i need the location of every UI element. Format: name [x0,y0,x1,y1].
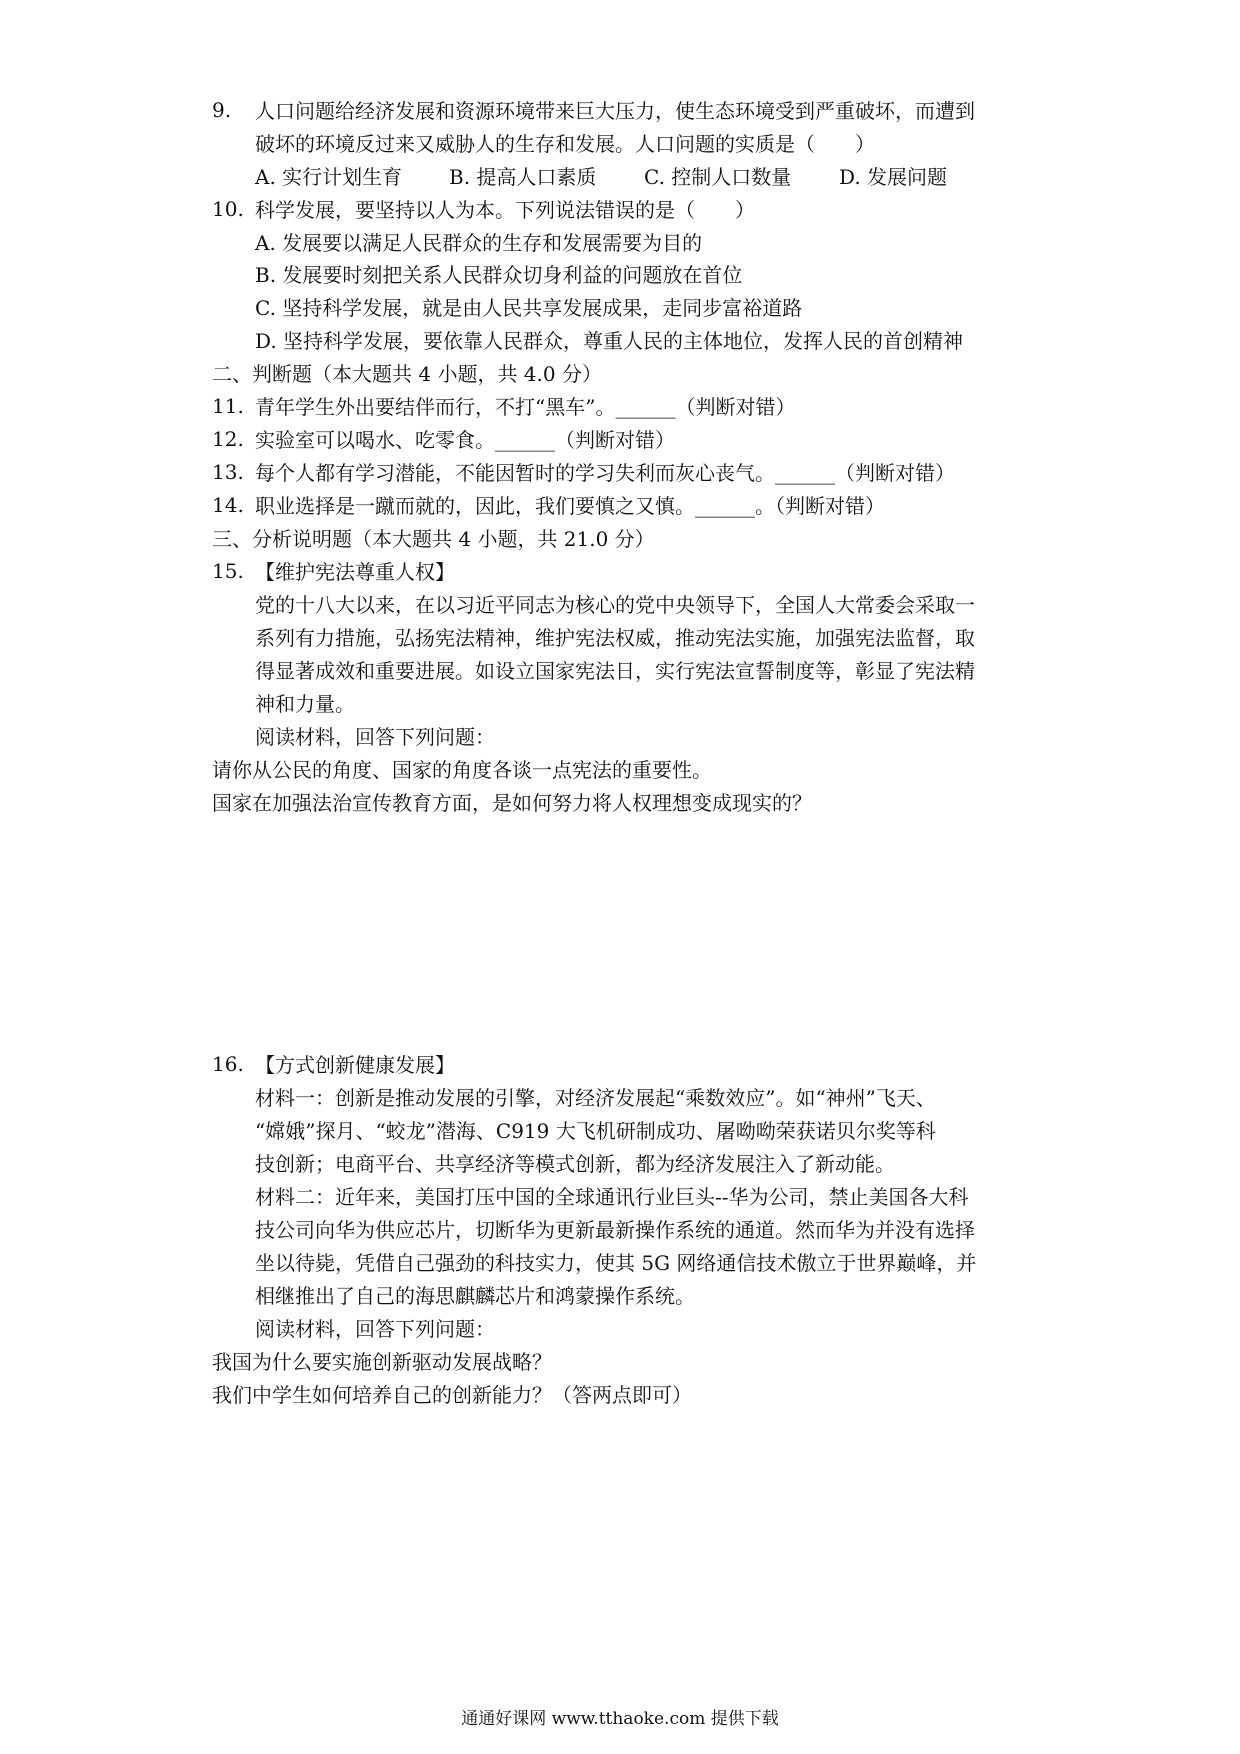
q16-material1-line3: 技创新；电商平台、共享经济等模式创新，都为经济发展注入了新动能。 [255,1152,895,1176]
q15-read-instruction: 阅读材料，回答下列问题： [255,725,495,749]
q13-number: 13. [212,460,244,484]
q15-question-1: 请你从公民的角度、国家的角度各谈一点宪法的重要性。 [212,758,712,782]
q9-option-a: A. 实行计划生育 [255,165,403,189]
q16-material1-line2: “嫦娥”探月、“蛟龙”潜海、C919 大飞机研制成功、屠呦呦荣获诺贝尔奖等科 [255,1119,936,1143]
q16-title: 【方式创新健康发展】 [255,1053,455,1077]
q9-stem-line2: 破坏的环境反过来又威胁人的生存和发展。人口问题的实质是（ ） [255,132,875,156]
section-analysis-heading: 三、分析说明题（本大题共 4 小题，共 21.0 分） [212,527,655,551]
q16-number: 16. [212,1052,244,1076]
q15-number: 15. [212,559,244,583]
q16-read-instruction: 阅读材料，回答下列问题： [255,1317,495,1341]
q14-text: 职业选择是一蹴而就的，因此，我们要慎之又慎。______。（判断对错） [255,494,885,518]
q9-number: 9. [212,98,232,122]
q16-material1-line1: 材料一：创新是推动发展的引擎，对经济发展起“乘数效应”。如“神州”飞天、 [255,1086,936,1110]
q16-question-2: 我们中学生如何培养自己的创新能力？（答两点即可） [212,1383,692,1407]
q10-number: 10. [212,197,244,221]
page-footer: 通通好课网 www.tthaoke.com 提供下载 [461,1709,779,1729]
q9-option-c: C. 控制人口数量 [644,165,792,189]
q10-option-a: A. 发展要以满足人民群众的生存和发展需要为目的 [255,231,703,255]
q15-title: 【维护宪法尊重人权】 [255,560,455,584]
q15-material-line4: 神和力量。 [255,692,355,716]
q14-number: 14. [212,493,244,517]
q12-text: 实验室可以喝水、吃零食。______（判断对错） [255,428,675,452]
q11-number: 11. [212,394,244,418]
q9-stem-line1: 人口问题给经济发展和资源环境带来巨大压力，使生态环境受到严重破坏，而遭到 [255,99,975,123]
q9-options [255,164,1055,190]
q16-material2-line4: 相继推出了自己的海思麒麟芯片和鸿蒙操作系统。 [255,1284,695,1308]
q15-material-line2: 系列有力措施，弘扬宪法精神，维护宪法权威，推动宪法实施，加强宪法监督，取 [255,626,975,650]
q9-option-b: B. 提高人口素质 [449,165,597,189]
q16-question-1: 我国为什么要实施创新驱动发展战略？ [212,1350,552,1374]
q15-material-line3: 得显著成效和重要进展。如设立国家宪法日，实行宪法宣誓制度等，彰显了宪法精 [255,659,975,683]
q16-material2-line1: 材料二：近年来，美国打压中国的全球通讯行业巨头--华为公司，禁止美国各大科 [255,1185,969,1209]
q12-number: 12. [212,427,244,451]
q9-option-d: D. 发展问题 [839,165,948,189]
q10-stem: 科学发展，要坚持以人为本。下列说法错误的是（ ） [255,198,755,222]
q16-material2-line3: 坐以待毙，凭借自己强劲的科技实力，使其 5G 网络通信技术傲立于世界巅峰，并 [255,1251,977,1275]
q10-option-d: D. 坚持科学发展，要依靠人民群众，尊重人民的主体地位，发挥人民的首创精神 [255,329,964,353]
section-judge-heading: 二、判断题（本大题共 4 小题，共 4.0 分） [212,362,602,386]
q10-option-b: B. 发展要时刻把关系人民群众切身利益的问题放在首位 [255,263,743,287]
q11-text: 青年学生外出要结伴而行，不打“黑车”。______（判断对错） [255,395,796,419]
q15-question-2: 国家在加强法治宣传教育方面，是如何努力将人权理想变成现实的？ [212,791,812,815]
q16-material2-line2: 技公司向华为供应芯片，切断华为更新最新操作系统的通道。然而华为并没有选择 [255,1218,975,1242]
q10-option-c: C. 坚持科学发展，就是由人民共享发展成果，走同步富裕道路 [255,296,803,320]
q13-text: 每个人都有学习潜能，不能因暂时的学习失利而灰心丧气。______（判断对错） [255,461,955,485]
q15-material-line1: 党的十八大以来，在以习近平同志为核心的党中央领导下，全国人大常委会采取一 [255,593,975,617]
